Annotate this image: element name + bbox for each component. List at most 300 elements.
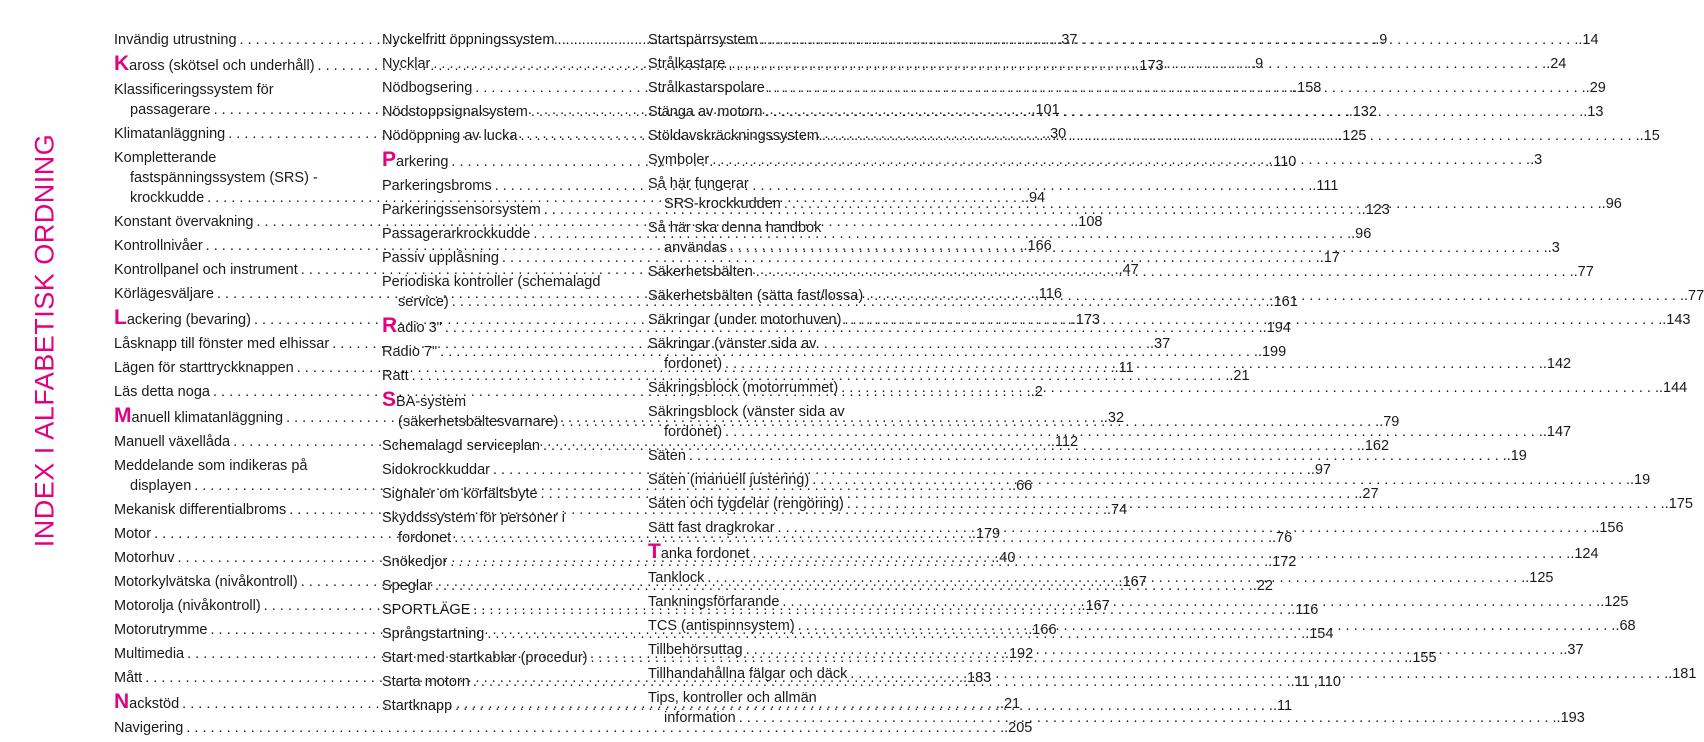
index-page-number[interactable]: .9: [1251, 56, 1264, 72]
index-entry-text: [114, 456, 307, 476]
index-entry-text: [382, 460, 490, 480]
index-entry-text: [382, 126, 517, 146]
index-page-number[interactable]: .154: [1305, 626, 1334, 642]
index-page-number[interactable]: .125: [1525, 570, 1554, 586]
index-entry-line: [648, 334, 880, 354]
index-page-number[interactable]: .161: [1269, 294, 1298, 310]
index-page-number[interactable]: .21: [999, 696, 1021, 712]
index-entry-term: Lägen för starttryckknappen: [114, 360, 294, 376]
index-entry-text: [382, 576, 432, 596]
index-entry-text: [382, 484, 538, 504]
index-entry-term: Nycklar: [382, 56, 431, 72]
index-page-number[interactable]: .19: [1630, 472, 1651, 488]
index-entry-term: Sätt fast dragkrokar: [648, 520, 775, 536]
index-page-number[interactable]: .14: [1578, 32, 1599, 48]
index-page-number[interactable]: .181: [1668, 666, 1697, 682]
index-entry-term: Låsknapp till fönster med elhissar: [114, 336, 330, 352]
index-entry-text: [114, 644, 184, 664]
index-entry-term: Säkerhetsbälten: [648, 264, 753, 280]
index-page-number[interactable]: .192: [1004, 646, 1034, 662]
index-entry-text: [114, 620, 207, 640]
index-entry-text: [114, 212, 253, 232]
index-page-number[interactable]: .173: [1135, 58, 1164, 74]
dot-leader: [750, 544, 1571, 564]
index-entry-term: ackstöd: [129, 696, 180, 712]
dot-leader: [758, 30, 1579, 50]
index-entry-term: Säkringsblock (vänster sida av: [648, 404, 845, 420]
index-entry-text: [664, 238, 727, 258]
index-letter-heading: R: [382, 314, 398, 337]
index-page-number[interactable]: .166: [1028, 622, 1057, 638]
index-entry-text: [382, 200, 541, 220]
index-entry-line: [114, 80, 346, 100]
index-letter-heading: K: [114, 52, 130, 75]
index-entry-term: Speglar: [382, 578, 432, 594]
index-page-number[interactable]: .155: [1408, 650, 1437, 666]
dot-leader: [847, 664, 1668, 684]
dot-leader: [709, 150, 1530, 170]
index-entry-term: Start med startkablar (procedur): [382, 650, 588, 666]
index-entry-line: [648, 218, 880, 238]
index-entry-text: [664, 354, 722, 374]
index-entry-text: [114, 284, 214, 304]
index-entry-term: Klimatanläggning: [114, 126, 226, 142]
index-entry-text: [664, 708, 736, 728]
index-entry-text: [114, 148, 216, 168]
dot-leader: [781, 194, 1602, 214]
index-entry-term: adio 3": [397, 320, 442, 336]
index-entry-term: Nödöppning av lucka: [382, 128, 518, 144]
index-entry-term: Passagerarkrockkudde: [382, 226, 531, 242]
index-entry-term: Mått: [114, 670, 143, 686]
index-page-number[interactable]: .172: [1268, 554, 1297, 570]
index-entry-term: Nödstoppsignalsystem: [382, 104, 528, 120]
index-entry-text: [382, 272, 600, 292]
index-page-number[interactable]: .166: [1023, 238, 1052, 254]
index-page-number[interactable]: .125: [1600, 594, 1629, 610]
index-entry-text: [382, 30, 554, 50]
index-entry-text: [382, 176, 492, 196]
index-entry-text: [664, 422, 722, 442]
dot-leader: [686, 446, 1507, 466]
index-entry-term: Starta motorn: [382, 674, 470, 690]
dot-leader: [863, 286, 1684, 306]
index-entry-term: Periodiska kontroller (schemalagd: [382, 274, 601, 290]
index-page-number[interactable]: .144: [1658, 380, 1688, 396]
index-entry-text: [382, 342, 437, 362]
index-entry-term: Parkeringsbroms: [382, 178, 492, 194]
index-page-number[interactable]: .173: [1071, 312, 1100, 328]
index-page-number[interactable]: .162: [1360, 438, 1390, 454]
index-entry-term: Strålkastarspolare: [648, 80, 765, 96]
dot-leader: [743, 640, 1564, 660]
index-entry-text: [648, 126, 819, 146]
index-page-number[interactable]: .179: [971, 526, 1001, 542]
index-entry-term: arkering: [396, 154, 449, 170]
index-entry-text: [382, 224, 530, 244]
index-entry-term: Tips, kontroller och allmän: [648, 690, 817, 706]
index-entry-text: [114, 358, 294, 378]
index-entry-text: [382, 102, 528, 122]
index-entry-line: [648, 402, 880, 422]
index-entry-text: [382, 552, 447, 572]
index-entry-term: Navigering: [114, 720, 184, 736]
index-page-number[interactable]: .68: [1615, 618, 1636, 634]
index-page-number[interactable]: .11: [1114, 360, 1134, 376]
index-entry-term: Motorolja (nivåkontroll): [114, 598, 261, 614]
index-entry-term: Motorutrymme: [114, 622, 208, 638]
index-entry-term: Säkringsblock (motorrummet): [648, 380, 839, 396]
index-entry-term: Säten och tygdelar (rengöring): [648, 496, 844, 512]
index-entry-term: Symboler: [648, 152, 710, 168]
index-entry-line: [382, 390, 614, 412]
dot-leader: [841, 310, 1662, 330]
index-entry-text: [382, 54, 430, 74]
index-entry-term: Konstant övervakning: [114, 214, 254, 230]
index-entry-term: Språngstartning: [382, 626, 485, 642]
index-page-number[interactable]: .158: [1293, 80, 1322, 96]
index-entry-term: Körlägesväljare: [114, 286, 214, 302]
index-entry-text: [648, 592, 779, 612]
dot-leader: [779, 592, 1600, 612]
dot-leader: [722, 422, 1543, 442]
index-entry-term: SPORTLÄGE: [382, 602, 471, 618]
index-entry-term: Säkringar (vänster sida av: [648, 336, 817, 352]
index-entry-term: Kompletterande: [114, 150, 217, 166]
index-page-number[interactable]: .47: [1118, 262, 1139, 278]
index-page-number[interactable]: .22: [1252, 578, 1273, 594]
index-page-number[interactable]: .193: [1556, 710, 1585, 726]
index-entry-text: [382, 316, 442, 338]
dot-leader: [775, 518, 1596, 538]
index-page-number[interactable]: .66: [1012, 478, 1033, 494]
index-page-number[interactable]: .40: [995, 550, 1016, 566]
index-entry-text: [648, 286, 863, 306]
index-page-number[interactable]: .21: [1229, 368, 1250, 384]
index-entry-term: anuell klimatanläggning: [131, 410, 284, 426]
index-entry-text: [648, 378, 838, 398]
index-entry-term: Radio 7": [382, 344, 438, 360]
index-entry-text: [648, 30, 758, 50]
index-page-number[interactable]: .101: [1031, 102, 1060, 118]
index-entry-term: Motorkylvätska (nivåkontroll): [114, 574, 298, 590]
index-entry-text: [382, 696, 452, 716]
index-entry-text: [114, 596, 261, 616]
index-page-number[interactable]: .108: [1074, 214, 1103, 230]
index-entry-line: [114, 148, 346, 168]
index-letter-heading: S: [382, 388, 397, 411]
index-entry-term: användas: [664, 240, 727, 256]
index-entry-term: displayen: [130, 478, 192, 494]
index-entry-text: [114, 54, 315, 76]
index-entry-text: [130, 100, 211, 120]
index-entry-text: [382, 366, 409, 386]
index-letter-heading: M: [114, 404, 132, 427]
index-entry-text: [382, 248, 499, 268]
index-page-number[interactable]: .76: [1272, 530, 1293, 546]
index-entry-term: Meddelande som indikeras på: [114, 458, 308, 474]
index-entry-text: [114, 30, 237, 50]
index-entry-term: Skyddssystem för personer i: [382, 510, 565, 526]
index-entry-term: Motorhuv: [114, 550, 175, 566]
index-entry-text: [398, 292, 449, 312]
index-entry-term: Kontrollnivåer: [114, 238, 203, 254]
index-entry-text: [114, 692, 179, 714]
index-entry-term: Mekanisk differentialbroms: [114, 502, 287, 518]
index-page-number[interactable]: .175: [1664, 496, 1693, 512]
index-entry-text: [648, 310, 841, 330]
index-entry-text: [648, 616, 795, 636]
index-page-number[interactable]: .77: [1684, 288, 1704, 304]
index-side-title-text: INDEX I ALFABETISK ORDNING: [29, 133, 60, 547]
index-entry-term: information: [664, 710, 736, 726]
index-entry-term: Schemalagd serviceplan: [382, 438, 540, 454]
dot-leader: [727, 238, 1548, 258]
index-page-number[interactable]: .123: [1361, 202, 1390, 218]
index-page-number[interactable]: .3: [1547, 240, 1560, 256]
dot-leader: [725, 54, 1546, 74]
index-page-number[interactable]: .19: [1506, 448, 1527, 464]
index-entry-term: Multimedia: [114, 646, 185, 662]
index-entry-line: [382, 272, 614, 292]
index-entry-text: [648, 640, 743, 660]
index-entry-term: Signaler om körfältsbyte: [382, 486, 538, 502]
index-entry-term: Strålkastare: [648, 56, 726, 72]
index-entry-term: fastspänningssystem (SRS) -: [130, 170, 318, 186]
index-entry-text: [130, 188, 204, 208]
index-entry-text: [114, 668, 142, 688]
index-page-number[interactable]: .147: [1542, 424, 1572, 440]
index-entry-text: [398, 528, 451, 548]
index-page-number[interactable]: .79: [1379, 414, 1400, 430]
index-entry-term: passagerare: [130, 102, 211, 118]
index-entry-term: Parkeringssensorsystem: [382, 202, 541, 218]
dot-leader: [795, 616, 1616, 636]
index-entry-text: [648, 150, 709, 170]
index-page-number[interactable]: .27: [1358, 486, 1379, 502]
index-entry-term: Läs detta noga: [114, 384, 210, 400]
index-entry-text: [130, 476, 191, 496]
index-entry: [648, 378, 1688, 398]
index-page-number[interactable]: .111: [1312, 178, 1339, 194]
index-entry-term: Stöldavskräckningssystem: [648, 128, 819, 144]
index-entry-term: Tankningsförfarande: [648, 594, 780, 610]
index-entry-term: Startknapp: [382, 698, 453, 714]
index-entry-text: [664, 194, 781, 214]
index-entry-text: [648, 542, 750, 564]
index-entry-text: [648, 470, 809, 490]
index-entry-text: [648, 262, 753, 282]
index-entry-term: Nödbogsering: [382, 80, 473, 96]
index-page-number[interactable]: .37: [1150, 336, 1171, 352]
index-entry-text: [382, 648, 588, 668]
index-entry-text: [114, 548, 174, 568]
index-entry-term: Passiv upplåsning: [382, 250, 499, 266]
index-page-number[interactable]: .15: [1639, 128, 1660, 144]
index-entry-term: ackering (bevaring): [126, 312, 251, 328]
index-letter-heading: L: [114, 306, 127, 329]
index-letter-heading: P: [382, 148, 397, 171]
index-page-number[interactable]: .2: [1030, 384, 1043, 400]
index-letter-heading: T: [648, 540, 661, 563]
index-entry-line: [648, 378, 1688, 398]
index-entry-term: Kontrollpanel och instrument: [114, 262, 298, 278]
index-entry-text: [382, 390, 466, 412]
index-page-number[interactable]: .9: [1375, 32, 1388, 48]
index-entry-term: Säkerhetsbälten (sätta fast/lossa): [648, 288, 864, 304]
index-page-number[interactable]: .156: [1595, 520, 1624, 536]
index-entry-term: TCS (antispinnsystem): [648, 618, 795, 634]
index-entry-text: [114, 432, 230, 452]
index-entry-text: [382, 624, 484, 644]
index-entry-text: [648, 688, 817, 708]
index-page-number[interactable]: .199: [1257, 344, 1287, 360]
index-letter-heading: N: [114, 690, 130, 713]
index-page-number[interactable]: .96: [1601, 196, 1622, 212]
index-entry-term: Så här fungerar: [648, 176, 749, 192]
index-entry-text: [648, 334, 816, 354]
index-entry-term: service): [398, 294, 449, 310]
index-entry-term: Så här ska denna handbok: [648, 220, 822, 236]
index-entry-text: [648, 78, 765, 98]
index-entry-term: Tillhandahållna fälgar och däck: [648, 666, 848, 682]
index-entry-text: [648, 518, 775, 538]
index-entry-term: SRS-krockkudden: [664, 196, 781, 212]
index-entry-text: [114, 308, 251, 330]
index-page-number[interactable]: .116: [1291, 602, 1319, 618]
index-entry-term: Invändig utrustning: [114, 32, 237, 48]
index-entry-term: Ratt: [382, 368, 409, 384]
index-page-number[interactable]: .3: [1530, 152, 1543, 168]
index-page-number[interactable]: .29: [1585, 80, 1606, 96]
index-entry-text: [114, 80, 274, 100]
index-page-number[interactable]: .17: [1319, 250, 1340, 266]
index-page-number[interactable]: .37: [1057, 32, 1078, 48]
index-entry-text: [648, 218, 821, 238]
index-page-number[interactable]: .30: [1046, 126, 1067, 142]
index-entry-line: [382, 508, 614, 528]
dot-leader: [492, 176, 1313, 196]
dot-leader: [844, 494, 1665, 514]
index-entry-term: fordonet: [398, 530, 452, 546]
index-entry-text: [648, 102, 762, 122]
index-entry-text: [114, 260, 298, 280]
index-page-number[interactable]: .142: [1542, 356, 1572, 372]
index-page-number[interactable]: .94: [1024, 190, 1046, 206]
index-entry-term: Tillbehörsuttag: [648, 642, 743, 658]
index-entry-term: Säten: [648, 448, 686, 464]
index-entry-term: Säten (manuell justering): [648, 472, 810, 488]
index-entry-term: Motor: [114, 526, 152, 542]
dot-leader: [753, 262, 1574, 282]
index-entry-text: [382, 508, 565, 528]
index-entry-term: Startspärrsystem: [648, 32, 758, 48]
index-page-number[interactable]: .205: [1004, 720, 1033, 736]
index-entry-text: [648, 402, 845, 422]
index-page-number[interactable]: .167: [1081, 598, 1110, 614]
index-entry-term: fordonet): [664, 356, 723, 372]
index-entry-text: [114, 524, 151, 544]
index-entry-term: fordonet): [664, 424, 723, 440]
index-entry-term: Säkringar (under motorhuven): [648, 312, 842, 328]
index-entry-text: [382, 78, 472, 98]
index-page-number[interactable]: .11 ,110: [1290, 674, 1341, 690]
index-entry-text: [382, 150, 448, 172]
index-page-number[interactable]: .116: [1034, 286, 1062, 302]
dot-leader: [722, 354, 1543, 374]
dot-leader: [736, 708, 1557, 728]
index-entry-text: [114, 124, 225, 144]
index-entry-term: Tanklock: [648, 570, 705, 586]
index-page-number[interactable]: .194: [1262, 320, 1291, 336]
dot-leader: [838, 378, 1659, 398]
index-entry-text: [130, 168, 318, 188]
index-page-number[interactable]: .112: [1050, 434, 1079, 450]
dot-leader: [765, 78, 1586, 98]
index-page-number[interactable]: .32: [1103, 410, 1125, 426]
index-page-number[interactable]: .13: [1583, 104, 1604, 120]
index-entry-text: [648, 494, 844, 514]
index-entry-text: [648, 446, 686, 466]
index-page-number[interactable]: .74: [1107, 502, 1128, 518]
index-page-number[interactable]: .97: [1310, 462, 1331, 478]
index-page-number[interactable]: .37: [1563, 642, 1584, 658]
index-page-number[interactable]: .124: [1570, 546, 1599, 562]
index-entry-text: [382, 436, 540, 456]
index-entry-line: [648, 688, 880, 708]
index-entry-term: Stänga av motorn: [648, 104, 763, 120]
index-page-number[interactable]: .132: [1348, 104, 1377, 120]
index-entry-text: [648, 54, 725, 74]
dot-leader: [762, 102, 1583, 122]
index-page-number[interactable]: .167: [1118, 574, 1147, 590]
index-entry-term: Klassificeringssystem för: [114, 82, 274, 98]
dot-leader: [809, 470, 1630, 490]
index-entry-line: [114, 168, 346, 188]
index-entry-text: [398, 412, 558, 432]
index-entry-text: [648, 568, 704, 588]
index-page-number[interactable]: .143: [1662, 312, 1691, 328]
index-entry-text: [648, 174, 749, 194]
dot-leader: [819, 126, 1640, 146]
index-page-number[interactable]: .96: [1351, 226, 1372, 242]
index-entry-term: Manuell växellåda: [114, 434, 231, 450]
index-page-number[interactable]: .11: [1272, 698, 1293, 714]
index-entry-text: [114, 406, 283, 428]
index-entry-term: anka fordonet: [660, 546, 750, 562]
index-page-number[interactable]: .24: [1546, 56, 1567, 72]
index-page-number[interactable]: .183: [963, 670, 992, 686]
index-page-number[interactable]: .125: [1338, 128, 1367, 144]
index-side-title: [30, 20, 60, 660]
index-entry-text: [648, 664, 847, 684]
index-entry-line: [648, 174, 880, 194]
index-entry-term: Sidokrockkuddar: [382, 462, 490, 478]
index-entry-term: krockkudde: [130, 190, 205, 206]
index-entry-text: [114, 236, 203, 256]
index-entry-term: Snökedjor: [382, 554, 448, 570]
index-entry-text: [114, 572, 298, 592]
index-page-number[interactable]: .77: [1573, 264, 1594, 280]
index-entry-term: BA-system: [396, 394, 467, 410]
index-entry-line: [114, 456, 346, 476]
dot-leader: [704, 568, 1525, 588]
index-entry-text: [382, 600, 470, 620]
index-page-number[interactable]: .110: [1269, 154, 1297, 170]
index-entry-term: (säkerhetsbältesvarnare): [398, 414, 559, 430]
index-entry-text: [114, 334, 329, 354]
index-entry-term: Nyckelfritt öppningssystem: [382, 32, 555, 48]
